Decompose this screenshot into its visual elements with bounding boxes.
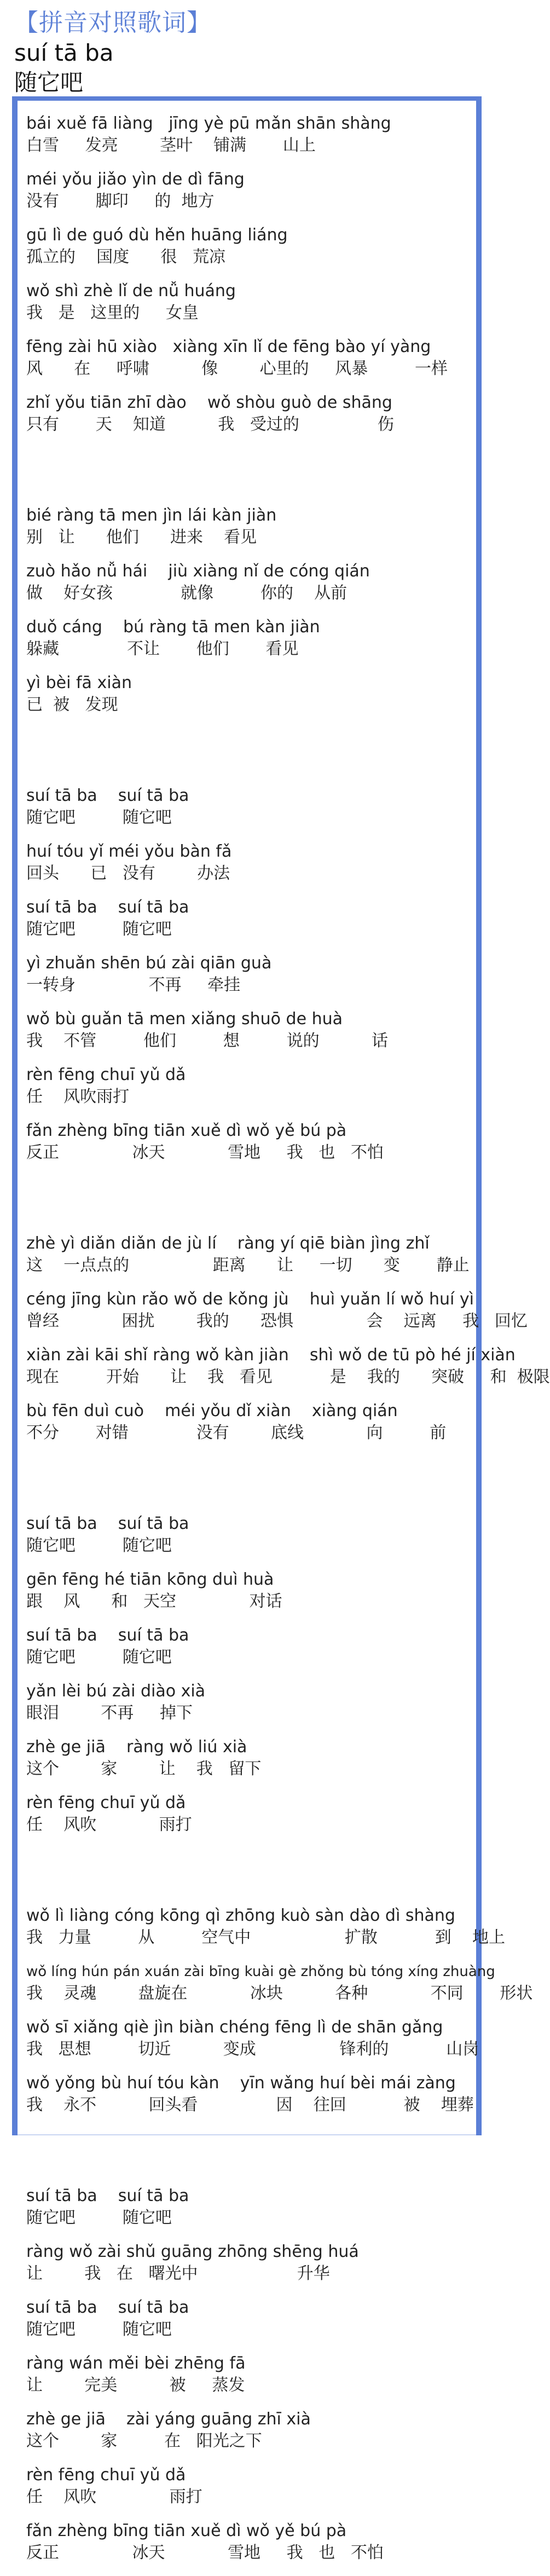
lyric-line	[26, 2185, 480, 2229]
lyric-pinyin: xiàn zài kāi shǐ ràng wǒ kàn jiàn shì wǒ de tū pò hé jí xiàn	[26, 1345, 516, 1365]
stanza	[26, 1905, 533, 2116]
lyric-line	[26, 1400, 480, 1444]
brand-label: 【拼音对照歌词】	[14, 9, 211, 37]
header	[14, 8, 485, 97]
stanza-gap	[26, 448, 480, 505]
lyric-chinese: 随它吧 随它吧	[26, 920, 172, 939]
lyric-line	[26, 169, 480, 212]
stanza	[26, 113, 480, 436]
lyric-chinese: 只有 天 知道 我 受过的 伤	[26, 415, 394, 434]
lyric-line	[26, 2464, 480, 2508]
lyric-line	[26, 672, 480, 716]
lyric-line	[26, 1569, 480, 1613]
lyric-chinese: 我 是 这里的 女皇	[26, 303, 199, 322]
lyric-pinyin: zhè yì diǎn diǎn de jù lí ràng yí qiē biàn jìng zhǐ	[26, 1234, 430, 1253]
lyric-line	[26, 1792, 480, 1836]
lyric-chinese: 随它吧 随它吧	[26, 808, 172, 827]
lyric-line	[26, 1736, 480, 1780]
lyric-line	[26, 1625, 480, 1668]
lyric-chinese: 没有 脚印 的 地方	[26, 192, 215, 211]
frame-top-accent	[12, 96, 482, 101]
lyric-pinyin: wǒ yǒng bù huí tóu kàn yīn wǎng huí bèi mái zàng	[26, 2073, 456, 2093]
lyric-line	[26, 2520, 480, 2564]
lyric-pinyin: wǒ shì zhè lǐ de nǚ huáng	[26, 281, 236, 301]
lyric-chinese: 随它吧 随它吧	[26, 1648, 172, 1667]
lyric-pinyin: suí tā ba suí tā ba	[26, 2186, 189, 2205]
stanza	[26, 1233, 550, 1444]
lyric-pinyin: zhè ge jiā ràng wǒ liú xià	[26, 1737, 247, 1757]
lyric-chinese: 反正 冰天 雪地 我 也 不怕	[26, 1143, 384, 1162]
stanza-gap	[26, 1176, 480, 1233]
lyric-pinyin: yǎn lèi bú zài diào xià	[26, 1682, 206, 1701]
song-title-chinese: 随它吧	[14, 69, 84, 96]
lyric-chinese: 我 不管 他们 想 说的 话	[26, 1031, 388, 1050]
lyric-chinese: 回头 已 没有 办法	[26, 864, 230, 883]
lyric-line	[26, 2072, 480, 2116]
lyric-pinyin: gū lì de guó dù hěn huāng liáng	[26, 226, 288, 245]
lyric-pinyin: wǒ bù guǎn tā men xiǎng shuō de huà	[26, 1009, 343, 1029]
lyric-line	[26, 1961, 533, 2005]
stanza	[26, 1513, 480, 1836]
song-title-pinyin: suí tā ba	[14, 39, 114, 66]
lyric-pinyin: huí tóu yǐ méi yǒu bàn fǎ	[26, 842, 232, 861]
stanza-gap	[26, 1848, 480, 1905]
lyric-line	[26, 280, 480, 324]
lyric-line	[26, 2017, 480, 2060]
lyric-line	[26, 1064, 480, 1108]
lyric-line	[26, 561, 480, 604]
lyric-chinese: 随它吧 随它吧	[26, 1536, 172, 1555]
lyric-pinyin: ràng wán měi bèi zhēng fā	[26, 2354, 246, 2373]
lyric-chinese: 眼泪 不再 掉下	[26, 1703, 193, 1723]
lyric-chinese: 随它吧 随它吧	[26, 2208, 172, 2227]
lyric-pinyin: fēng zài hū xiào xiàng xīn lǐ de fēng bào yí yàng	[26, 337, 431, 356]
lyric-chinese: 白雪 发亮 茎叶 铺满 山上	[26, 136, 316, 155]
lyric-pinyin: bié ràng tā men jìn lái kàn jiàn	[26, 506, 277, 525]
lyric-chinese: 我 灵魂 盘旋在 冰块 各种 不同 形状	[26, 1984, 533, 2003]
stanza-gap	[26, 1456, 480, 1513]
lyric-line	[26, 2353, 480, 2396]
lyric-line	[26, 1008, 480, 1052]
lyric-pinyin: rèn fēng chuī yǔ dǎ	[26, 2465, 186, 2485]
lyric-chinese: 我 永不 回头看 因 往回 被 埋葬	[26, 2095, 474, 2115]
lyric-line	[26, 1344, 550, 1388]
stanza	[26, 505, 480, 716]
stanza-gap	[26, 728, 480, 785]
lyric-line	[26, 1233, 480, 1277]
lyric-pinyin: suí tā ba suí tā ba	[26, 786, 189, 805]
lyric-pinyin: zhè ge jiā zài yáng guāng zhī xià	[26, 2410, 311, 2429]
lyric-pinyin: wǒ sī xiǎng qiè jìn biàn chéng fēng lì de shān gǎng	[26, 2018, 443, 2037]
lyric-chinese: 这个 家 在 阳光之下	[26, 2431, 262, 2451]
lyric-line	[26, 2297, 480, 2341]
lyric-chinese: 任 风吹雨打	[26, 1087, 130, 1106]
lyric-pinyin: fǎn zhèng bīng tiān xuě dì wǒ yě bú pà	[26, 2521, 347, 2540]
lyric-pinyin: méi yǒu jiǎo yìn de dì fāng	[26, 170, 245, 189]
lyric-pinyin: zhǐ yǒu tiān zhī dào wǒ shòu guò de shāng	[26, 393, 392, 412]
lyric-line	[26, 1289, 528, 1332]
lyric-pinyin: yì bèi fā xiàn	[26, 673, 132, 692]
lyric-chinese: 这 一点点的 距离 让 一切 变 静止	[26, 1256, 470, 1275]
lyric-pinyin: duǒ cáng bú ràng tā men kàn jiàn	[26, 617, 320, 637]
lyric-line	[26, 616, 480, 660]
lyric-chinese: 别 让 他们 进来 看见	[26, 528, 257, 547]
lyric-pinyin: fǎn zhèng bīng tiān xuě dì wǒ yě bú pà	[26, 1121, 347, 1140]
lyric-line	[26, 841, 480, 885]
lyric-chinese: 跟 风 和 天空 对话	[26, 1592, 282, 1611]
lyric-chinese: 任 风吹 雨打	[26, 2487, 202, 2506]
lyric-line	[26, 897, 480, 940]
lyric-line	[26, 1513, 480, 1557]
lyric-line	[26, 336, 480, 380]
lyric-pinyin: suí tā ba suí tā ba	[26, 1514, 189, 1533]
lyric-line	[26, 113, 480, 157]
lyrics-body	[26, 113, 550, 2576]
lyric-chinese: 风 在 呼啸 像 心里的 风暴 一样	[26, 359, 448, 378]
lyric-pinyin: rèn fēng chuī yǔ dǎ	[26, 1793, 186, 1812]
lyric-line	[26, 1905, 505, 1949]
lyric-pinyin: rèn fēng chuī yǔ dǎ	[26, 1065, 186, 1084]
lyric-pinyin: zuò hǎo nǚ hái jiù xiàng nǐ de cóng qián	[26, 562, 370, 581]
lyric-pinyin: gēn fēng hé tiān kōng duì huà	[26, 1570, 274, 1589]
lyric-pinyin: yì zhuǎn shēn bú zài qiān guà	[26, 954, 272, 973]
lyric-chinese: 躲藏 不让 他们 看见	[26, 639, 299, 659]
stanza	[26, 2185, 480, 2564]
lyric-pinyin: wǒ lì liàng cóng kōng qì zhōng kuò sàn dào dì shàng	[26, 1906, 455, 1925]
lyric-line	[26, 224, 480, 268]
frame-left-accent	[12, 96, 18, 2135]
lyric-chinese: 这个 家 让 我 留下	[26, 1759, 262, 1778]
lyric-chinese: 孤立的 国度 很 荒凉	[26, 247, 225, 267]
lyric-pinyin: ràng wǒ zài shǔ guāng zhōng shēng huá	[26, 2242, 359, 2261]
lyric-line	[26, 952, 480, 996]
lyric-line	[26, 1120, 480, 1164]
lyric-pinyin: suí tā ba suí tā ba	[26, 2298, 189, 2317]
lyric-line	[26, 505, 480, 548]
lyric-line	[26, 392, 480, 436]
lyric-chinese: 一转身 不再 牵挂	[26, 975, 241, 995]
lyric-line	[26, 2408, 480, 2452]
lyric-chinese: 已 被 发现	[26, 695, 118, 714]
lyric-pinyin: bù fēn duì cuò méi yǒu dǐ xiàn xiàng qián	[26, 1401, 398, 1420]
lyric-chinese: 做 好女孩 就像 你的 从前	[26, 584, 348, 603]
stanza-gap	[26, 2128, 480, 2185]
lyric-line	[26, 785, 480, 829]
lyric-pinyin: bái xuě fā liàng jīng yè pū mǎn shān shàng	[26, 114, 391, 133]
lyric-line	[26, 1680, 480, 1724]
lyric-chinese: 让 我 在 曙光中 升华	[26, 2264, 330, 2283]
lyric-pinyin: suí tā ba suí tā ba	[26, 1626, 189, 1645]
lyric-chinese: 反正 冰天 雪地 我 也 不怕	[26, 2543, 384, 2562]
lyric-chinese: 随它吧 随它吧	[26, 2320, 172, 2339]
lyric-chinese: 任 风吹 雨打	[26, 1815, 192, 1834]
stanza	[26, 785, 480, 1164]
lyric-chinese: 我 思想 切近 变成 锋利的 山岗	[26, 2040, 479, 2059]
lyric-chinese: 曾经 困扰 我的 恐惧 会 远离 我 回忆	[26, 1312, 528, 1331]
lyric-pinyin: suí tā ba suí tā ba	[26, 898, 189, 917]
lyric-chinese: 我 力量 从 空气中 扩散 到 地上	[26, 1928, 505, 1947]
lyric-chinese: 现在 开始 让 我 看见 是 我的 突破 和 极限	[26, 1367, 550, 1387]
lyric-chinese: 让 完美 被 蒸发	[26, 2376, 245, 2395]
lyric-line	[26, 2241, 480, 2285]
lyric-chinese: 不分 对错 没有 底线 向 前	[26, 1423, 447, 1442]
lyric-pinyin: wǒ líng hún pán xuán zài bīng kuài gè zhǒng bù tóng xíng zhuàng	[26, 1963, 495, 1980]
lyric-pinyin: céng jīng kùn rǎo wǒ de kǒng jù huì yuǎn lí wǒ huí yì	[26, 1290, 474, 1309]
